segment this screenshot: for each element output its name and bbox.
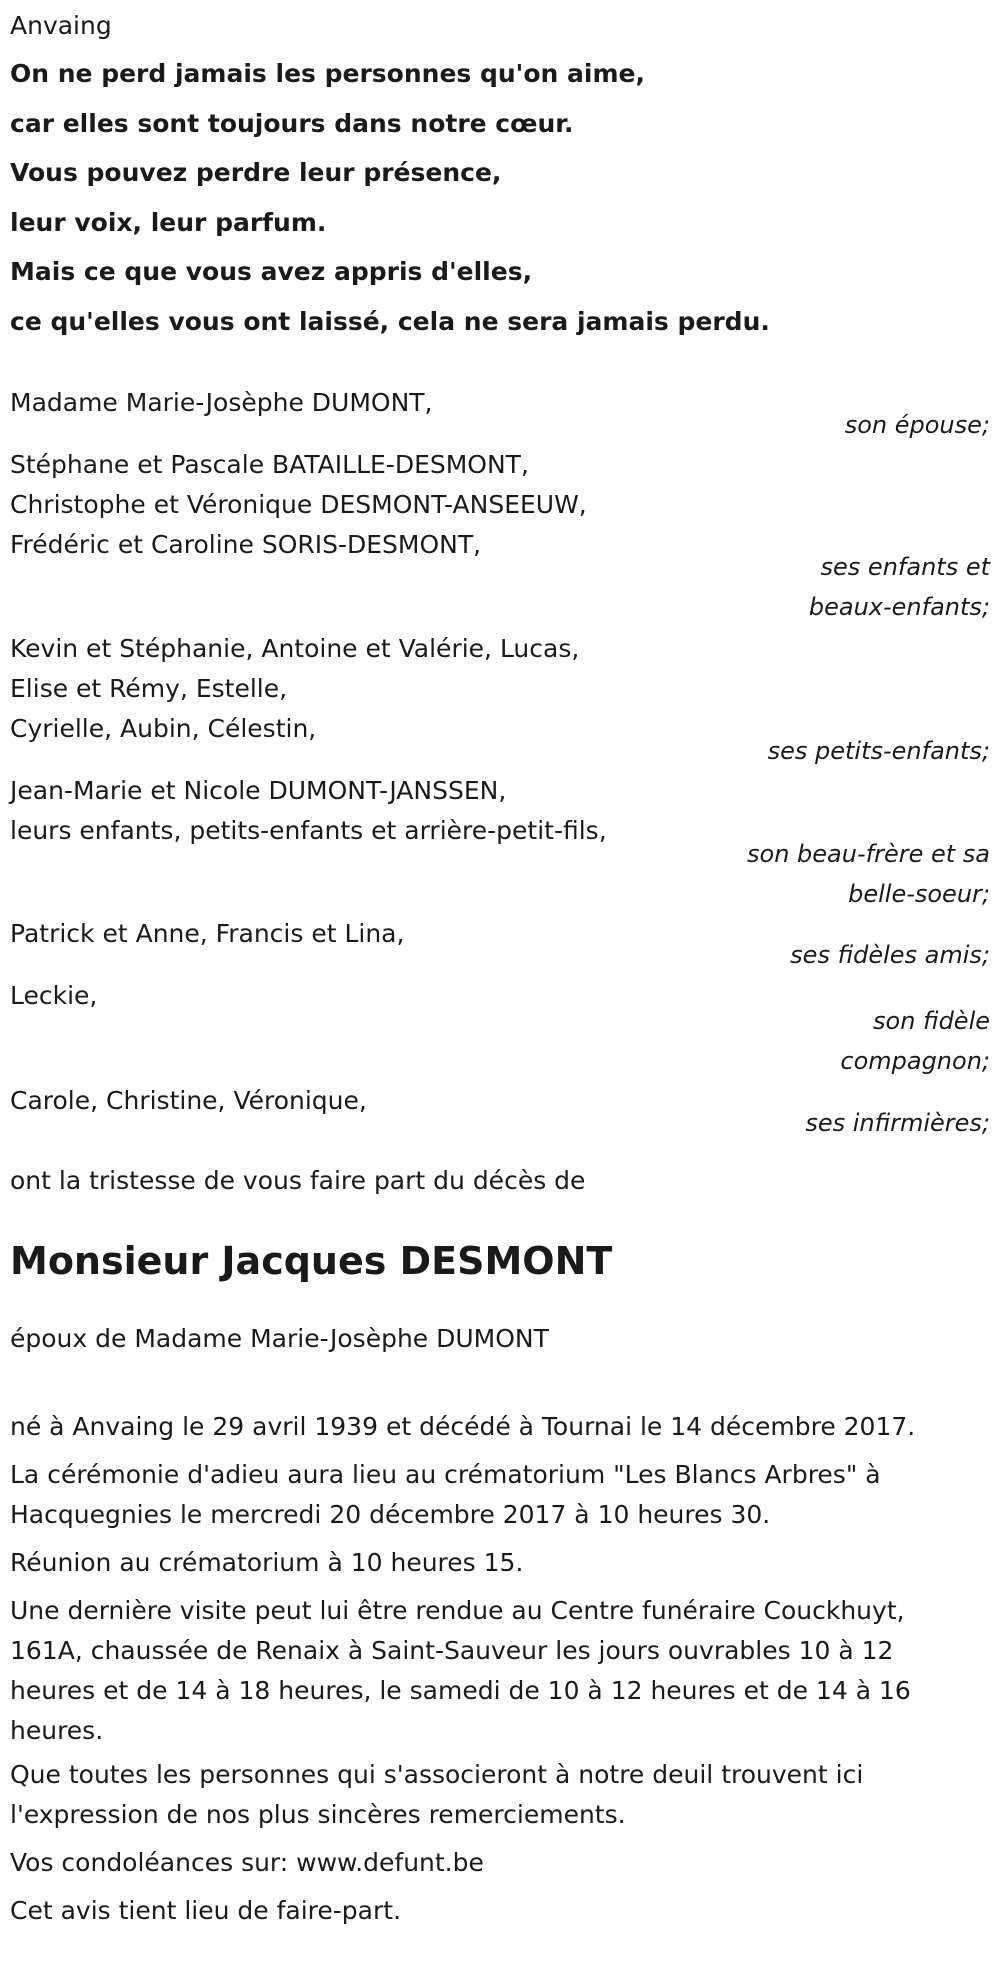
- family-names: Leckie,: [10, 981, 98, 1010]
- family-role-nurses: [805, 1103, 990, 1143]
- family-role-friends: [790, 935, 990, 975]
- family-group-spouse: [10, 383, 433, 423]
- family-group-friends: [10, 914, 404, 954]
- family-names: Patrick et Anne, Francis et Lina,: [10, 919, 405, 948]
- family-names: Carole, Christine, Véronique,: [10, 1086, 367, 1115]
- role-text: ses petits-enfants;: [767, 737, 990, 765]
- family-names: Christophe et Véronique DESMONT-ANSEEUW,: [10, 490, 587, 519]
- family-names: Jean-Marie et Nicole DUMONT-JANSSEN,: [10, 776, 507, 805]
- role-text: beaux-enfants;: [808, 593, 990, 621]
- family-group-in-laws: [10, 771, 607, 851]
- role-text: son fidèle: [873, 1007, 990, 1035]
- role-text: belle-soeur;: [848, 880, 990, 908]
- family-group-children: [10, 445, 587, 565]
- role-text: son beau-frère et sa: [747, 840, 990, 868]
- role-text: son épouse;: [844, 411, 990, 439]
- family-role-grandchildren: [768, 731, 990, 771]
- family-names: Cyrielle, Aubin, Célestin,: [10, 714, 317, 743]
- family-role-in-laws: [747, 834, 990, 914]
- poem-line: On ne perd jamais les personnes qu'on aime,: [10, 59, 645, 88]
- family-names: Stéphane et Pascale BATAILLE-DESMONT,: [10, 450, 529, 479]
- role-text: ses fidèles amis;: [790, 941, 990, 969]
- family-names: Kevin et Stéphanie, Antoine et Valérie, Lucas,: [10, 634, 580, 663]
- thanks-text: Que toutes les personnes qui s'associeront à notre deuil trouvent ici l'expression de nos plus sincères remerciements.: [10, 1760, 864, 1829]
- family-group-nurses: [10, 1081, 367, 1121]
- place-name: Anvaing: [10, 11, 112, 40]
- spouse-line: époux de Madame Marie-Josèphe DUMONT: [10, 1324, 549, 1353]
- birth-death-text: né à Anvaing le 29 avril 1939 et décédé à Tournai le 14 décembre 2017.: [10, 1412, 916, 1441]
- meeting-text: Réunion au crématorium à 10 heures 15.: [10, 1548, 524, 1577]
- ceremony-text: La cérémonie d'adieu aura lieu au crématorium "Les Blancs Arbres" à Hacquegnies le mercredi 20 décembre 2017 à 10 heures 30.: [10, 1460, 881, 1529]
- family-group-grandchildren: [10, 629, 579, 749]
- family-names: Frédéric et Caroline SORIS-DESMONT,: [10, 530, 482, 559]
- announcement-text: ont la tristesse de vous faire part du décès de: [10, 1166, 586, 1195]
- poem-line: Vous pouvez perdre leur présence,: [10, 158, 502, 187]
- poem-line: leur voix, leur parfum.: [10, 207, 327, 237]
- family-names: Elise et Rémy, Estelle,: [10, 674, 288, 703]
- condolences-text: Vos condoléances sur: www.defunt.be: [10, 1848, 484, 1877]
- family-names: leurs enfants, petits-enfants et arrière-petit-fils,: [10, 816, 607, 845]
- poem-line: Mais ce que vous avez appris d'elles,: [10, 257, 533, 286]
- notice-text: Cet avis tient lieu de faire-part.: [10, 1896, 402, 1925]
- poem: [10, 54, 770, 351]
- family-names: Madame Marie-Josèphe DUMONT,: [10, 388, 433, 417]
- role-text: compagnon;: [840, 1047, 990, 1075]
- poem-line: car elles sont toujours dans notre cœur.: [10, 108, 574, 138]
- family-role-children: [809, 547, 990, 627]
- role-text: ses enfants et: [820, 553, 990, 581]
- deceased-name: Monsieur Jacques DESMONT: [10, 1239, 613, 1283]
- role-text: ses infirmières;: [805, 1109, 990, 1137]
- poem-line: ce qu'elles vous ont laissé, cela ne sera jamais perdu.: [10, 306, 770, 336]
- visit-text: Une dernière visite peut lui être rendue au Centre funéraire Couckhuyt, 161A, chaussée de Renaix à Saint-Sauveur les jours ouvrables 10 à 12 heures et de 14 à 18 heures, le samedi de 10 à 12 heures et de 14 à 16 heures.: [10, 1596, 911, 1745]
- family-role-spouse: [845, 405, 990, 445]
- family-group-companion: [10, 976, 97, 1016]
- family-role-companion: [840, 1001, 990, 1081]
